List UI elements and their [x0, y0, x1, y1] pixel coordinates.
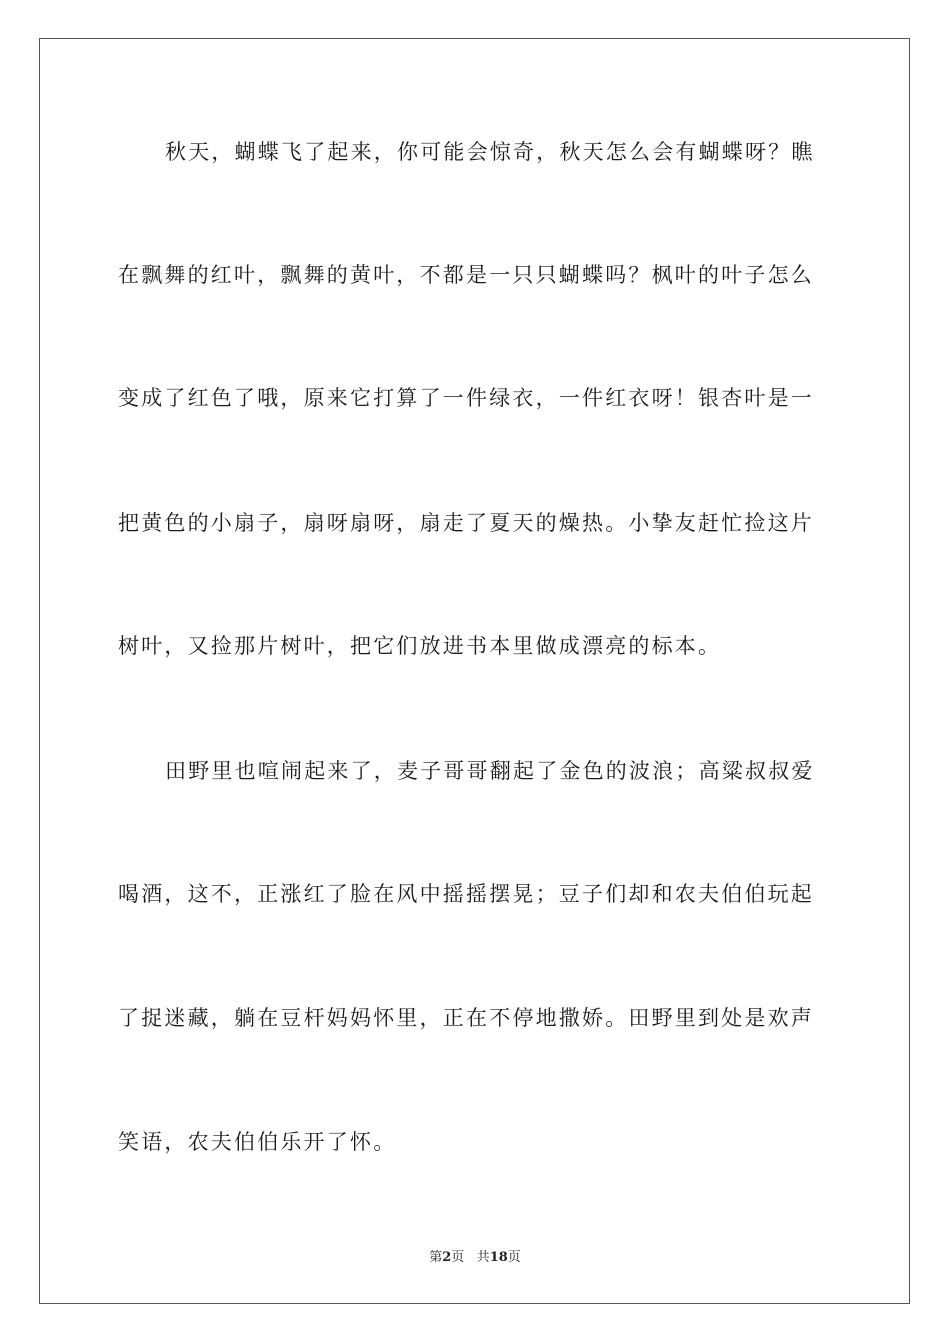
paragraph-2-line-3: 了捉迷藏，躺在豆杆妈妈怀里，正在不停地撒娇。田野里到处是欢声: [118, 1006, 814, 1030]
paragraph-2-line-2: 喝酒，这不，正涨红了脸在风中摇摇摆晃；豆子们却和农夫伯伯玩起: [118, 882, 814, 906]
footer-page-suffix: 页: [451, 1250, 465, 1265]
footer-page-number: 2: [442, 1250, 452, 1265]
footer-page-prefix: 第: [429, 1250, 443, 1265]
footer-total-prefix: 共: [476, 1250, 490, 1265]
paragraph-1-line-5: 树叶，又捡那片树叶，把它们放进书本里做成漂亮的标本。: [118, 634, 722, 658]
paragraph-1-line-2: 在飘舞的红叶，飘舞的黄叶，不都是一只只蝴蝶吗？枫叶的叶子怎么: [118, 263, 814, 287]
paragraph-2-line-4: 笑语，农夫伯伯乐开了怀。: [118, 1130, 397, 1154]
footer-total-pages: 18: [489, 1250, 508, 1265]
paragraph-2-line-1: 田野里也喧闹起来了，麦子哥哥翻起了金色的波浪；高粱叔叔爱: [165, 759, 815, 783]
page-frame: [39, 38, 910, 1304]
footer-total-suffix: 页: [507, 1250, 521, 1265]
paragraph-1-line-1: 秋天，蝴蝶飞了起来，你可能会惊奇，秋天怎么会有蝴蝶呀？瞧: [165, 140, 815, 164]
paragraph-1-line-3: 变成了红色了哦，原来它打算了一件绿衣，一件红衣呀！银杏叶是一: [118, 386, 814, 410]
paragraph-1-line-4: 把黄色的小扇子，扇呀扇呀，扇走了夏天的燥热。小挚友赶忙捡这片: [118, 511, 814, 535]
page-footer: [0, 1246, 950, 1265]
